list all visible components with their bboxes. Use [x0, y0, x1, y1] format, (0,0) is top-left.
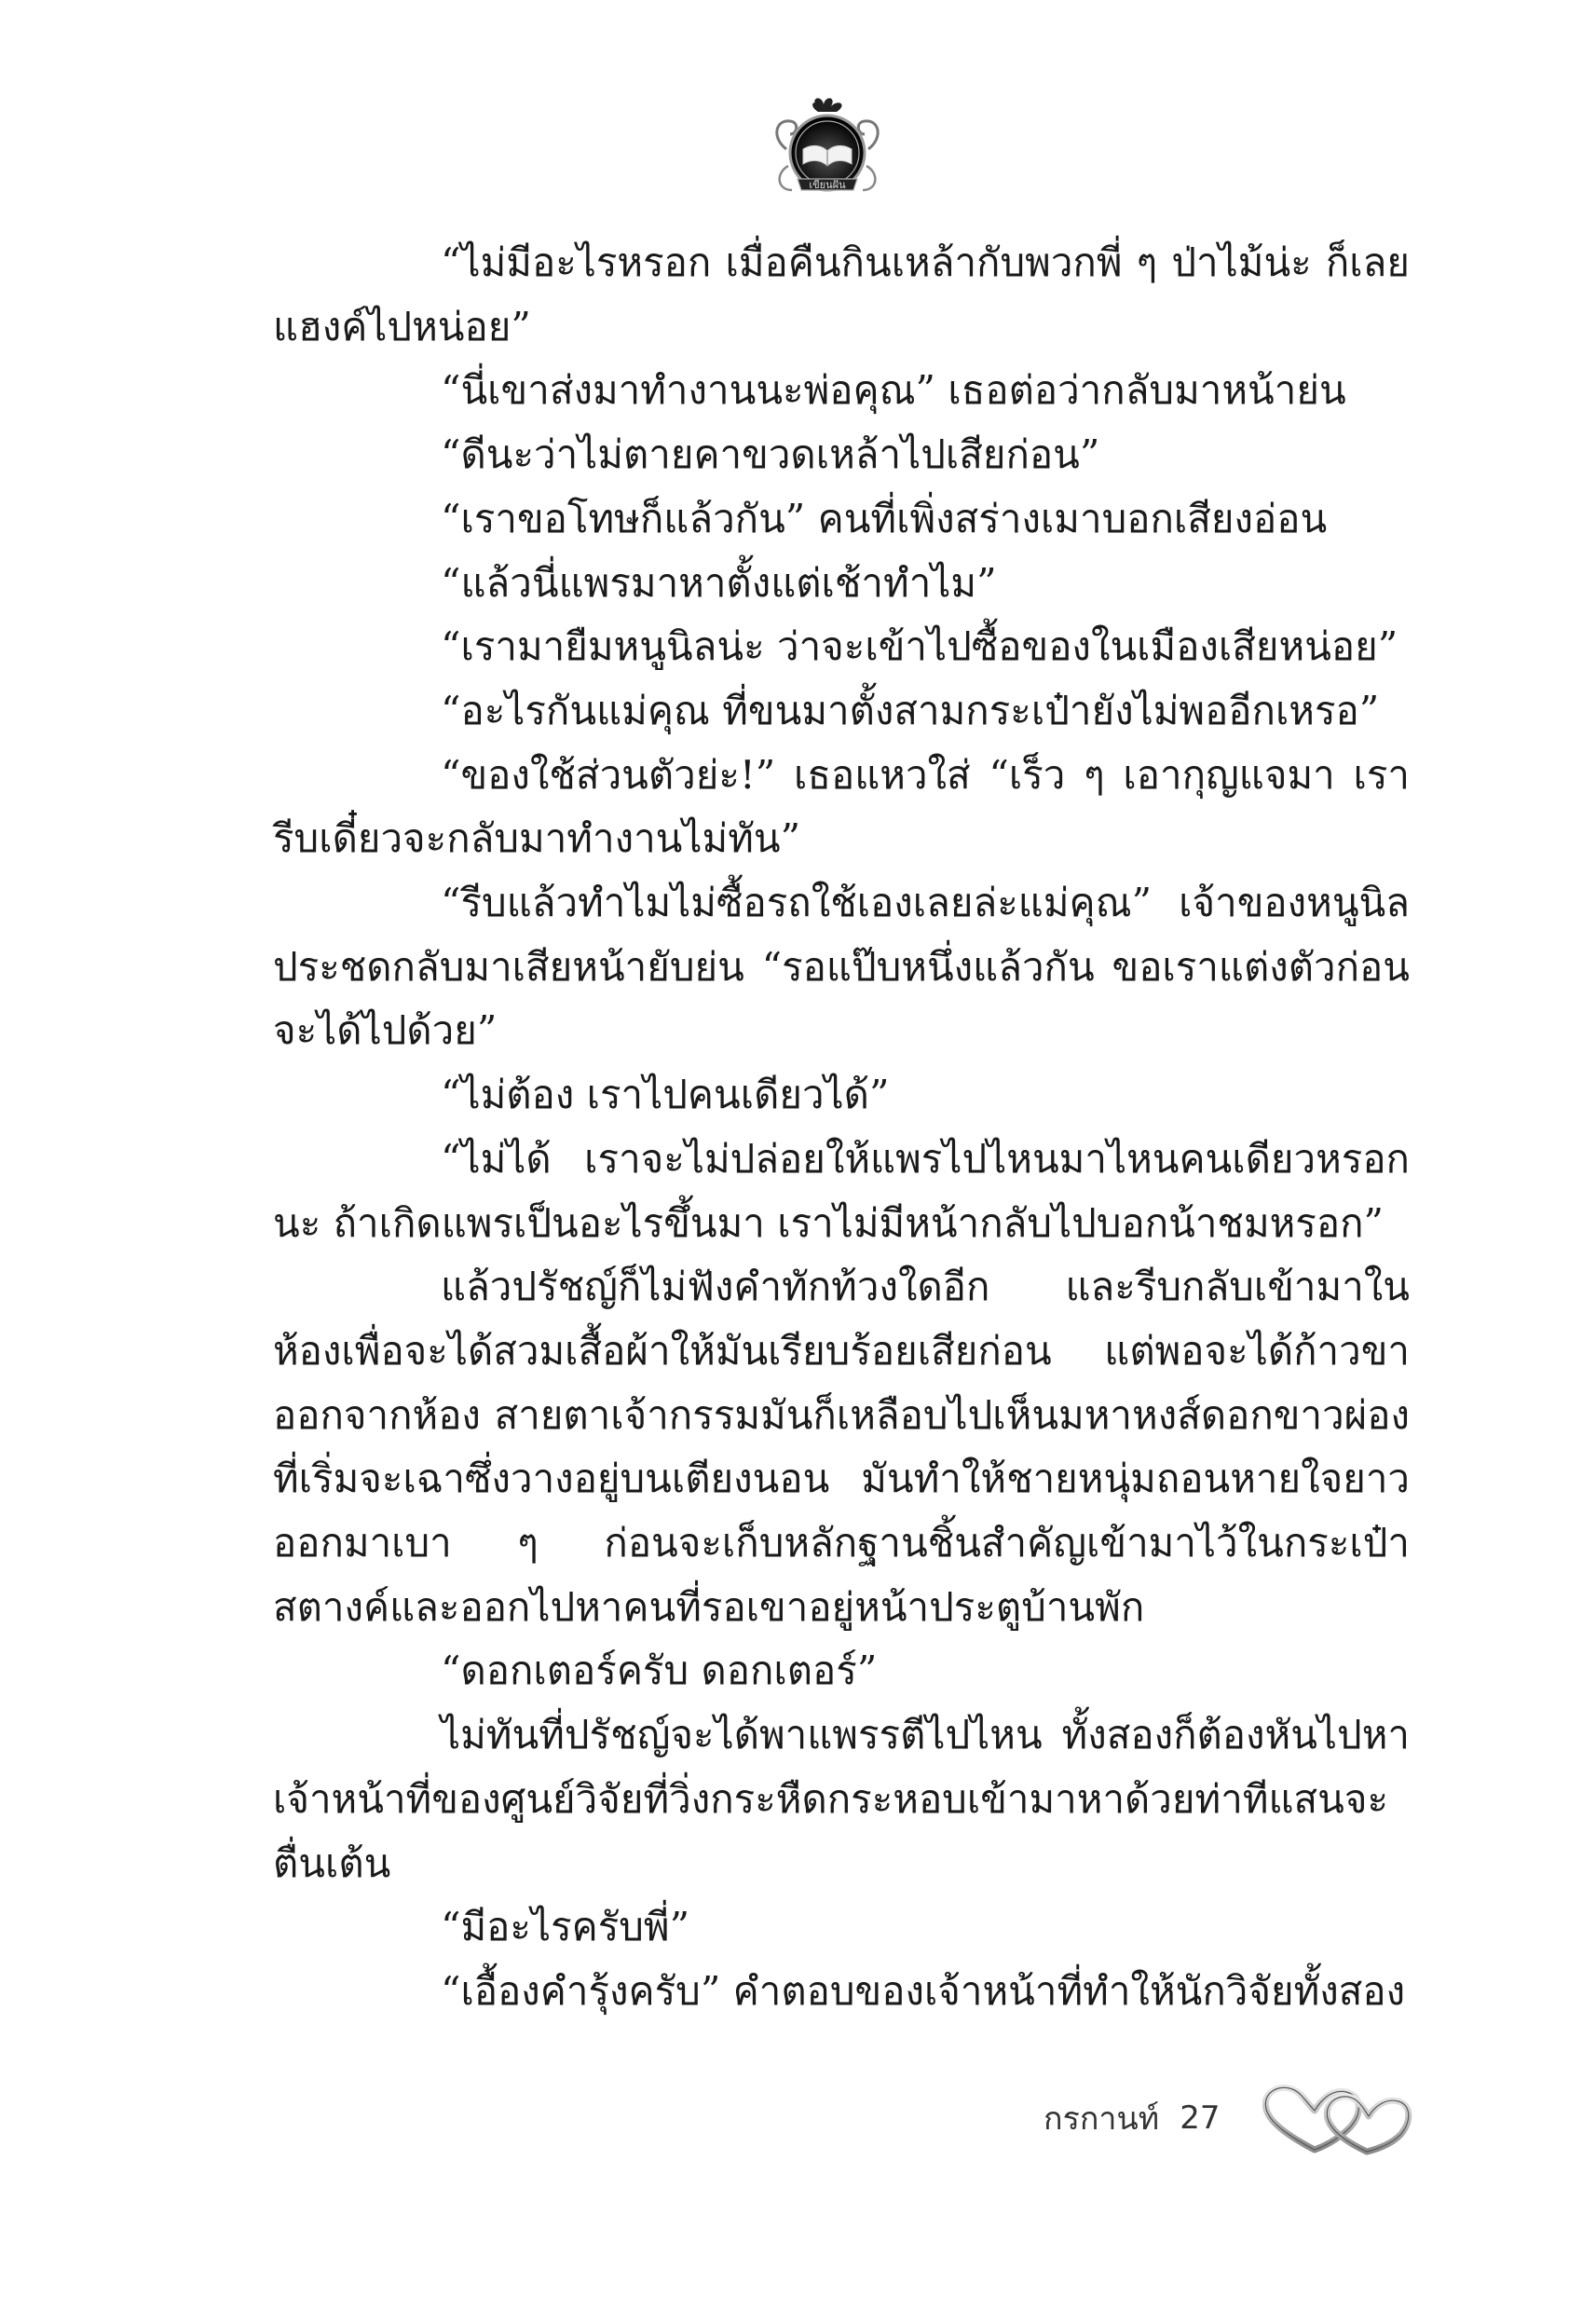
paragraph: “ของใช้ส่วนตัวย่ะ!” เธอแหวใส่ “เร็ว ๆ เอากุญแจมา เรารีบเดี๋ยวจะกลับมาทำงานไม่ทัน”: [273, 751, 1410, 862]
double-heart-outline-icon: [1257, 2081, 1415, 2155]
paragraph: แล้วปรัชญ์ก็ไม่ฟังคำทักท้วงใดอีก และรีบกลับเข้ามาในห้องเพื่อจะได้สวมเสื้อผ้าให้มันเรียบร้อยเสียก่อน แต่พอจะได้ก้าวขาออกจากห้อง สายตาเจ้ากรรมมันก็เหลือบไปเห็นมหาหงส์ดอกขาวผ่องที่เริ่มจะเฉาซึ่งวางอยู่บนเตียงนอน มันทำให้ชายหนุ่มถอนหายใจยาวออกมาเบา ๆ ก่อนจะเก็บหลักฐานชิ้นสำคัญเข้ามาไว้ในกระเป๋าสตางค์และออกไปหาคนที่รอเขาอยู่หน้าประตูบ้านพัก: [273, 1264, 1410, 1630]
paragraph: “ไม่ได้ เราจะไม่ปล่อยให้แพรไปไหนมาไหนคนเดียวหรอกนะ ถ้าเกิดแพรเป็นอะไรขึ้นมา เราไม่มีหน้ากลับไปบอกน้าชมหรอก”: [273, 1135, 1410, 1246]
paragraph: “เรามายืมหนูนิลน่ะ ว่าจะเข้าไปซื้อของในเมืองเสียหน่อย”: [441, 623, 1398, 670]
paragraph: ไม่ทันที่ปรัชญ์จะได้พาแพรรตีไปไหน ทั้งสองก็ต้องหันไปหาเจ้าหน้าที่ของศูนย์วิจัยที่วิ่งกระหืดกระหอบเข้ามาหาด้วยท่าทีแสนจะตื่นเต้น: [273, 1712, 1410, 1886]
svg-text:เขียนฝัน: เขียนฝัน: [809, 179, 846, 191]
paragraph: “ดีนะว่าไม่ตายคาขวดเหล้าไปเสียก่อน”: [441, 431, 1100, 478]
paragraph: “เราขอโทษก็แล้วกัน” คนที่เพิ่งสร่างเมาบอกเสียงอ่อน: [441, 495, 1328, 541]
paragraph: “รีบแล้วทำไมไม่ซื้อรถใช้เองเลยล่ะแม่คุณ” เจ้าของหนูนิลประชดกลับมาเสียหน้ายับย่น “รอแป๊บหนึ่งแล้วกัน ขอเราแต่งตัวก่อนจะได้ไปด้วย”: [273, 880, 1410, 1054]
paragraph: “นี่เขาส่งมาทำงานนะพ่อคุณ” เธอต่อว่ากลับมาหน้าย่น: [441, 367, 1346, 414]
paragraph: “แล้วนี่แพรมาหาตั้งแต่เช้าทำไม”: [441, 559, 997, 606]
running-book-title: กรกานท์: [1044, 2100, 1160, 2138]
page-number: 27: [1180, 2099, 1221, 2137]
paragraph: “ไม่มีอะไรหรอก เมื่อคืนกินเหล้ากับพวกพี่ ๆ ป่าไม้น่ะ ก็เลยแฮงค์ไปหน่อย”: [273, 239, 1410, 349]
page-footer: [1044, 2085, 1415, 2151]
book-crest-logo: [770, 93, 885, 203]
paragraph: “อะไรกันแม่คุณ ที่ขนมาตั้งสามกระเป๋ายังไม่พออีกเหรอ”: [441, 687, 1380, 733]
ornamental-book-crest-icon: [770, 93, 885, 203]
chapter-body-text: [273, 231, 1410, 2024]
paragraph: “เอื้องคำรุ้งครับ” คำตอบของเจ้าหน้าที่ทำให้นักวิจัยทั้งสอง: [441, 1967, 1406, 2014]
paragraph: “ดอกเตอร์ครับ ดอกเตอร์”: [441, 1648, 878, 1694]
paragraph: “มีอะไรครับพี่”: [441, 1904, 690, 1950]
paragraph: “ไม่ต้อง เราไปคนเดียวได้”: [441, 1072, 890, 1118]
